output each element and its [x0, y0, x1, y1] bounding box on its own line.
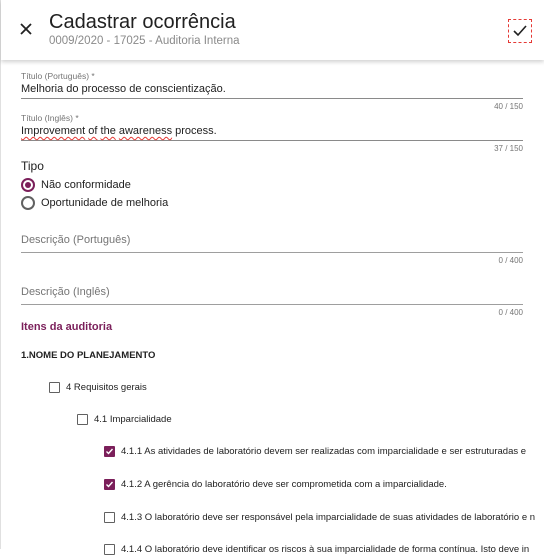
title-en-field[interactable]	[21, 113, 523, 153]
title-pt-counter: 40 / 150	[494, 102, 523, 111]
title-en-counter: 37 / 150	[494, 144, 523, 153]
dialog-header	[1, 0, 544, 60]
radio-unchecked-icon[interactable]	[21, 196, 35, 210]
description-en-counter: 0 / 400	[498, 308, 523, 317]
title-pt-field[interactable]	[21, 71, 523, 111]
tree-item-label: 4.1 Imparcialidade	[94, 414, 172, 425]
tree-item[interactable]	[49, 382, 147, 393]
tree-item-label: 4.1.3 O laboratório deve ser responsável pela imparcialidade de suas atividades de laboratório e n	[121, 512, 536, 523]
tree-item-label: 4 Requisitos gerais	[66, 382, 147, 393]
title-en-input[interactable]	[21, 125, 523, 137]
description-pt-placeholder: Descrição (Português)	[21, 234, 131, 246]
tree-item[interactable]	[104, 479, 447, 490]
checkbox-unchecked-icon[interactable]	[77, 414, 88, 425]
checkbox-unchecked-icon[interactable]	[104, 512, 115, 523]
checkbox-checked-icon[interactable]	[104, 479, 115, 490]
check-icon	[512, 23, 528, 39]
description-pt-underline	[21, 252, 523, 253]
form-content	[1, 60, 544, 555]
confirm-button[interactable]	[508, 19, 532, 43]
tipo-label: Tipo	[21, 159, 44, 173]
tree-item[interactable]	[104, 544, 529, 555]
radio-checked-icon[interactable]	[21, 178, 35, 192]
radio-oportunidade-melhoria[interactable]	[21, 196, 168, 210]
tree-item-label: 4.1.2 A gerência do laboratório deve ser comprometida com a imparcialidade.	[121, 479, 447, 490]
tree-item-label: 4.1.4 O laboratório deve identificar os riscos à sua imparcialidade de forma contínua. Isto deve in	[121, 544, 530, 555]
tree-item[interactable]	[104, 512, 535, 523]
description-pt-field[interactable]	[21, 234, 523, 265]
title-en-word-5: process.	[172, 125, 217, 137]
title-en-word-2: of	[88, 125, 98, 137]
page-subtitle: 0009/2020 - 17025 - Auditoria Interna	[49, 35, 240, 47]
tree-item-label: 4.1.1 As atividades de laboratório devem ser realizadas com imparcialidade e ser estruturadas e	[121, 446, 527, 457]
title-pt-underline	[21, 98, 523, 99]
title-en-word-1: Improvement	[21, 125, 86, 137]
title-en-word-3: the	[100, 125, 116, 137]
tree-item[interactable]	[104, 446, 526, 457]
description-en-field[interactable]	[21, 286, 523, 317]
tree-item[interactable]	[77, 414, 172, 425]
title-en-underline	[21, 140, 523, 141]
title-pt-input[interactable]: Melhoria do processo de conscientização.	[21, 83, 226, 95]
audit-items-title: Itens da auditoria	[21, 321, 113, 333]
title-en-word-4: awareness	[118, 125, 173, 137]
close-icon[interactable]	[16, 19, 38, 41]
radio-label: Oportunidade de melhoria	[41, 197, 169, 209]
checkbox-unchecked-icon[interactable]	[49, 382, 60, 393]
radio-label: Não conformidade	[41, 179, 131, 191]
title-en-label: Título (Inglês) *	[21, 113, 79, 123]
description-en-underline	[21, 304, 523, 305]
description-en-placeholder: Descrição (Inglês)	[21, 286, 110, 298]
page-title: Cadastrar ocorrência	[49, 11, 236, 33]
description-pt-counter: 0 / 400	[498, 256, 523, 265]
checkbox-unchecked-icon[interactable]	[104, 544, 115, 555]
title-pt-label: Título (Português) *	[21, 71, 95, 81]
radio-nao-conformidade[interactable]	[21, 178, 131, 192]
plan-title: 1.NOME DO PLANEJAMENTO	[21, 350, 156, 361]
checkbox-checked-icon[interactable]	[104, 446, 115, 457]
